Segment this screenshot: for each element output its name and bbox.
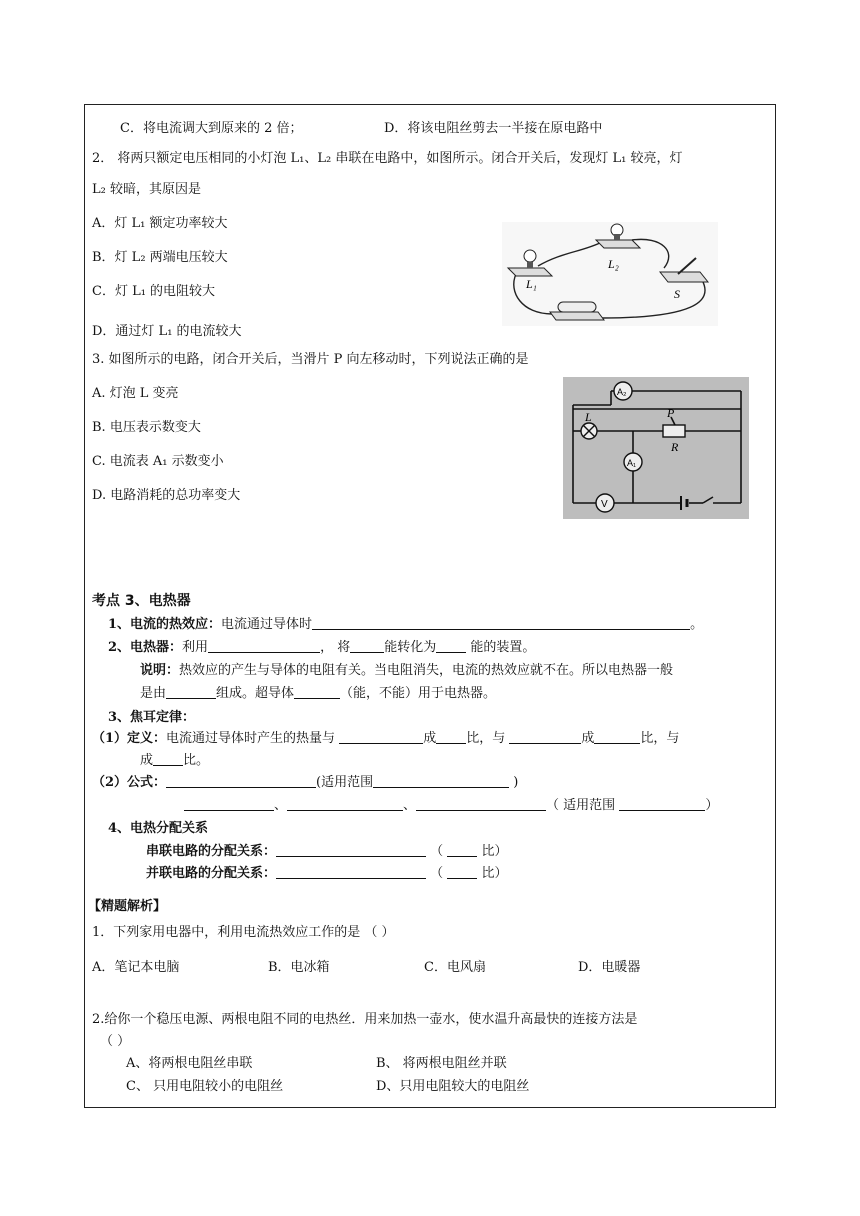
series-distribution-row: 串联电路的分配关系： （ 比） xyxy=(146,844,508,859)
formula-line2: 、 、 （ 适用范围 ） xyxy=(184,798,718,814)
q2-option-d: D．通过灯 L₁ 的电流较大 xyxy=(92,324,242,339)
formula-line1: （2）公式： (适用范围 ) xyxy=(92,775,519,790)
q2-option-a: A．灯 L₁ 额定功率较大 xyxy=(92,216,228,231)
analysis-q2-paren: （ ） xyxy=(100,1034,131,1049)
q3-option-b: B. 电压表示数变大 xyxy=(92,420,201,435)
definition-line2: 成 比。 xyxy=(140,753,210,768)
q3-stem: 3. 如图所示的电路，闭合开关后，当滑片 P 向左移动时，下列说法正确的是 xyxy=(92,352,529,367)
analysis-q2-option-a: A、将两根电阻丝串联 xyxy=(126,1056,253,1071)
heat-effect-row: 1、电流的热效应：电流通过导体时 。 xyxy=(108,617,704,632)
note-line2: 是由 组成。超导体 （能，不能）用于电热器。 xyxy=(140,686,497,701)
q3-label-a1: A₁ xyxy=(627,458,637,468)
definition-line1: （1）定义：电流通过导体时产生的热量与 成 比，与 成 比，与 xyxy=(92,731,680,746)
q3-option-c: C. 电流表 A₁ 示数变小 xyxy=(92,454,224,469)
analysis-q2-option-c: C、 只用电阻较小的电阻丝 xyxy=(126,1079,284,1094)
q2-label-l1: L₁ xyxy=(526,277,537,291)
analysis-q1-option-c: C．电风扇 xyxy=(424,960,486,975)
q3-label-r: R xyxy=(671,440,679,454)
q3-label-v: V xyxy=(601,499,608,510)
analysis-q1-stem: 1．下列家用电器中，利用电流热效应工作的是 （ ） xyxy=(92,925,395,940)
q1-option-d: D．将该电阻丝剪去一半接在原电路中 xyxy=(384,121,603,136)
q3-option-d: D. 电路消耗的总功率变大 xyxy=(92,488,241,503)
analysis-q1-option-d: D．电暖器 xyxy=(578,960,641,975)
q2-circuit-figure xyxy=(502,222,718,326)
q2-label-s: S xyxy=(674,287,680,301)
q2-option-c: C．灯 L₁ 的电阻较大 xyxy=(92,284,216,299)
q2-option-b: B．灯 L₂ 两端电压较大 xyxy=(92,250,228,265)
note-line1: 说明：热效应的产生与导体的电阻有关。当电阻消失，电流的热效应就不在。所以电热器一般 xyxy=(140,663,674,678)
analysis-q1-option-a: A．笔记本电脑 xyxy=(92,960,180,975)
q3-label-p: P xyxy=(667,406,675,420)
q3-circuit-figure xyxy=(563,377,749,519)
analysis-q2-stem: 2.给你一个稳压电源、两根电阻不同的电热丝．用来加热一壶水，使水温升高最快的连接方法是 xyxy=(92,1012,638,1027)
analysis-title: 【精题解析】 xyxy=(88,899,167,914)
q2-stem-line1: 2． 将两只额定电压相同的小灯泡 L₁、L₂ 串联在电路中，如图所示。闭合开关后，发现灯 L₁ 较亮，灯 xyxy=(92,151,683,166)
heater-row: 2、电热器：利用 ， 将 能转化为 能的装置。 xyxy=(108,640,536,655)
heat-distribution-label: 4、电热分配关系 xyxy=(108,821,209,836)
parallel-distribution-row: 并联电路的分配关系： （ 比） xyxy=(146,866,508,881)
q3-label-a2: A₂ xyxy=(617,387,627,397)
q3-option-a: A. 灯泡 L 变亮 xyxy=(92,386,179,401)
section3-title: 考点 3、电热器 xyxy=(92,593,191,609)
q3-label-l: L xyxy=(585,410,592,424)
q2-label-l2: L₂ xyxy=(608,257,619,271)
q1-option-c: C．将电流调大到原来的 2 倍； xyxy=(120,121,303,136)
analysis-q2-option-b: B、 将两根电阻丝并联 xyxy=(376,1056,507,1071)
analysis-q1-option-b: B．电冰箱 xyxy=(268,960,330,975)
analysis-q2-option-d: D、只用电阻较大的电阻丝 xyxy=(376,1079,530,1094)
joule-law-label: 3、焦耳定律： xyxy=(108,710,196,725)
q2-stem-line2: L₂ 较暗，其原因是 xyxy=(92,182,201,197)
